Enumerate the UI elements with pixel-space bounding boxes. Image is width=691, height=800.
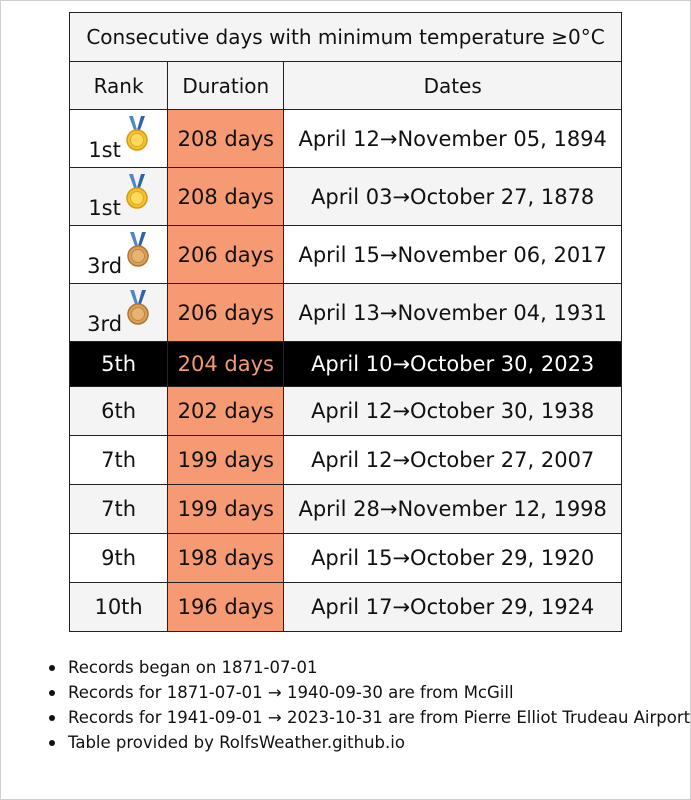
records-table — [69, 12, 622, 632]
rank-cell — [70, 284, 168, 342]
rank-cell: 7th — [70, 436, 168, 485]
dates-cell: April 12→October 30, 1938 — [284, 387, 622, 436]
duration-cell: 208 days — [168, 110, 284, 168]
dates-cell: April 15→October 29, 1920 — [284, 534, 622, 583]
notes-list — [44, 655, 691, 755]
duration-cell: 202 days — [168, 387, 284, 436]
dates-cell: April 12→October 27, 2007 — [284, 436, 622, 485]
duration-cell: 199 days — [168, 436, 284, 485]
duration-cell: 208 days — [168, 168, 284, 226]
table-caption-row — [70, 13, 622, 62]
table-caption: Consecutive days with minimum temperature ≥0°C — [70, 13, 622, 62]
rank-cell — [70, 110, 168, 168]
rank-header: Rank — [70, 62, 168, 110]
table-row — [70, 436, 622, 485]
dates-header: Dates — [284, 62, 622, 110]
duration-cell: 199 days — [168, 485, 284, 534]
rank-label: 3rd — [87, 253, 123, 278]
rank-label: 1st — [88, 195, 121, 220]
rank-cell — [70, 226, 168, 284]
dates-cell: April 28→November 12, 1998 — [284, 485, 622, 534]
table-row — [70, 168, 622, 226]
table-row — [70, 534, 622, 583]
duration-cell: 206 days — [168, 226, 284, 284]
duration-cell: 206 days — [168, 284, 284, 342]
table-row — [70, 226, 622, 284]
gold-medal-icon — [125, 174, 149, 212]
dates-cell: April 17→October 29, 1924 — [284, 583, 622, 632]
table-row — [70, 485, 622, 534]
rank-cell: 10th — [70, 583, 168, 632]
note-item: Records for 1941-09-01 → 2023-10-31 are from Pierre Elliot Trudeau Airport — [68, 705, 691, 730]
rank-cell: 9th — [70, 534, 168, 583]
table-row-highlighted — [70, 342, 622, 387]
dates-cell: April 03→October 27, 1878 — [284, 168, 622, 226]
bronze-medal-icon — [126, 232, 150, 270]
dates-cell: April 12→November 05, 1894 — [284, 110, 622, 168]
table-row — [70, 110, 622, 168]
gold-medal-icon — [125, 116, 149, 154]
note-item: Table provided by RolfsWeather.github.io — [68, 730, 691, 755]
note-item: Records began on 1871-07-01 — [68, 655, 691, 680]
bronze-medal-icon — [126, 290, 150, 328]
table-row — [70, 387, 622, 436]
dates-cell: April 10→October 30, 2023 — [284, 342, 622, 387]
duration-cell: 198 days — [168, 534, 284, 583]
duration-header: Duration — [168, 62, 284, 110]
rank-cell: 7th — [70, 485, 168, 534]
table-row — [70, 583, 622, 632]
dates-cell: April 13→November 04, 1931 — [284, 284, 622, 342]
table-row — [70, 284, 622, 342]
duration-cell: 204 days — [168, 342, 284, 387]
rank-cell: 5th — [70, 342, 168, 387]
rank-cell: 6th — [70, 387, 168, 436]
note-item: Records for 1871-07-01 → 1940-09-30 are from McGill — [68, 680, 691, 705]
rank-cell — [70, 168, 168, 226]
duration-cell: 196 days — [168, 583, 284, 632]
rank-label: 1st — [88, 137, 121, 162]
table-header-row — [70, 62, 622, 110]
dates-cell: April 15→November 06, 2017 — [284, 226, 622, 284]
rank-label: 3rd — [87, 311, 123, 336]
